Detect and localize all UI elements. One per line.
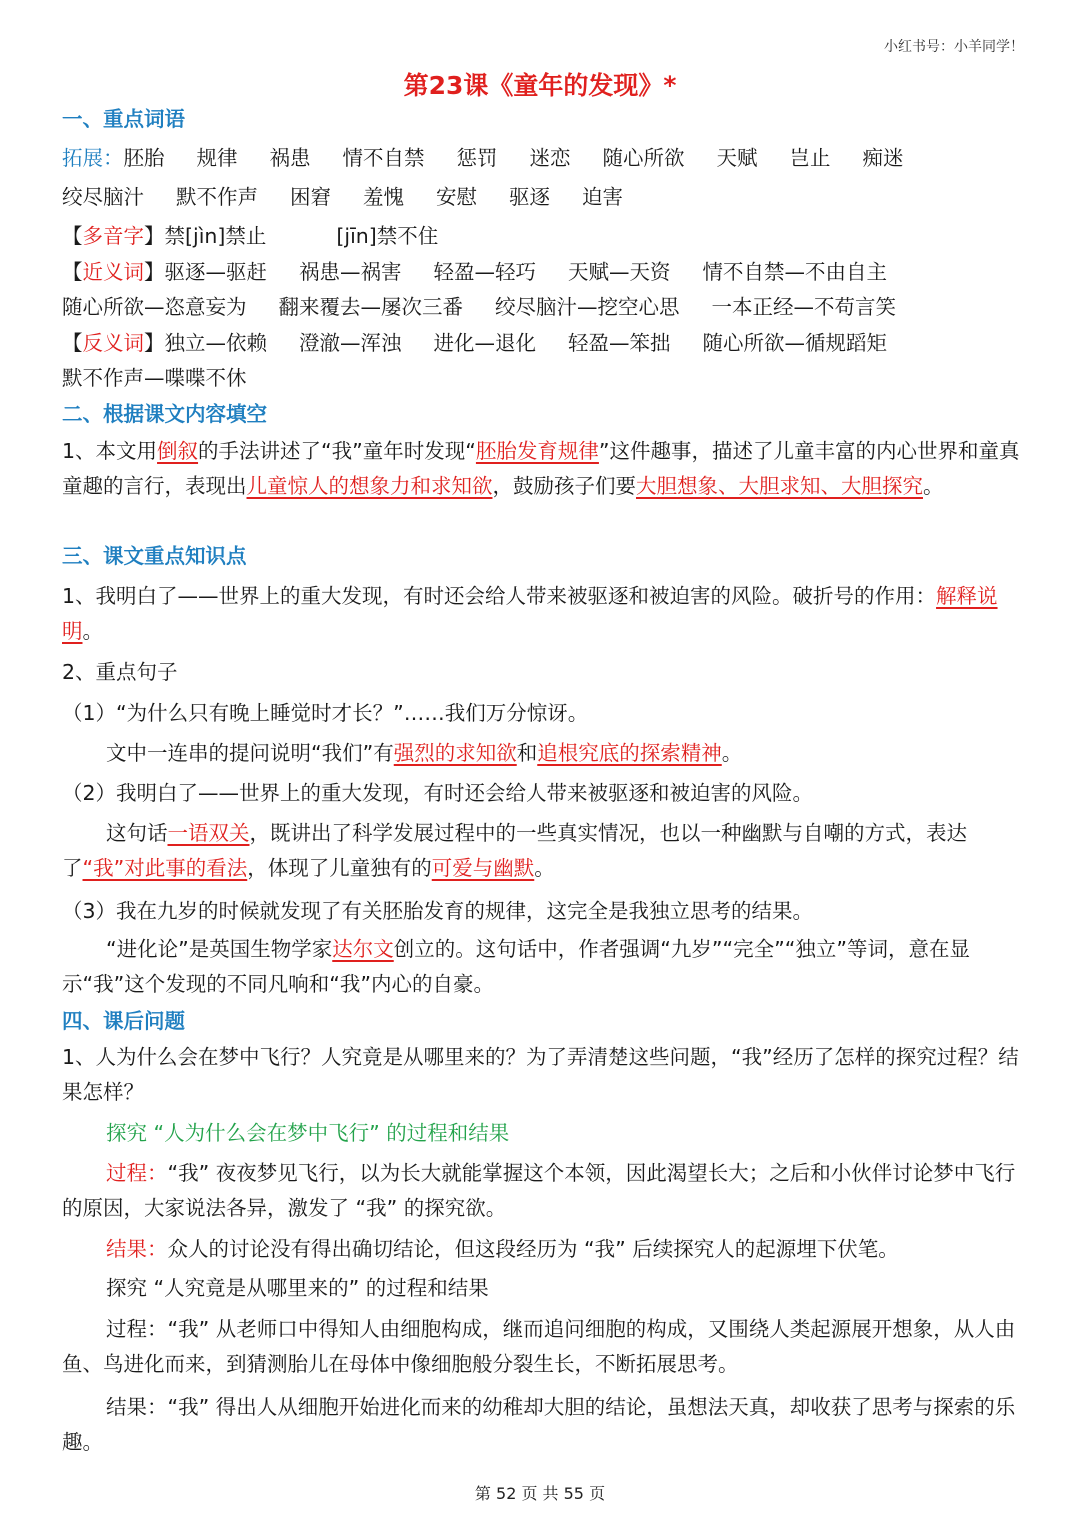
synonym-row-1: 【近义词】驱逐—驱赶 祸患—祸害 轻盈—轻巧 天赋—天资 情不自禁—不由自主: [62, 257, 1022, 287]
result-1: 结果：众人的讨论没有得出确切结论，但这段经历为 “我” 后续探究人的起源埋下伏笔。: [106, 1237, 899, 1261]
synonym-pair: 祸患—祸害: [299, 260, 402, 284]
synonym-pair: 天赋—天资: [568, 260, 671, 284]
antonym-pair: 澄澈—浑浊: [299, 331, 402, 355]
watermark: 小红书号：小羊同学！: [884, 39, 1024, 55]
answer-blank: 强烈的求知欲: [393, 741, 517, 765]
synonym-pair: 驱逐—驱赶: [164, 260, 267, 284]
key-sentence-1-note: 文中一连串的提问说明“我们”有强烈的求知欲和追根究底的探索精神。: [106, 741, 743, 765]
answer-blank: 大胆想象、大胆求知、大胆探究: [636, 474, 923, 498]
key-sentence-3-note: “进化论”是英国生物学家达尔文创立的。这句话中，作者强调“九岁”“完全”“独立”等词，意在显示“我”这个发现的不同凡响和“我”内心的自豪。: [62, 937, 970, 996]
answer-blank: 可爱与幽默: [431, 856, 535, 880]
subtopic-2: 探究 “人究竟是从哪里来的” 的过程和结果: [106, 1276, 489, 1300]
antonym-pair: 进化—退化: [433, 331, 536, 355]
polyphone-row: 【多音字】禁[jìn]禁止 [jīn]禁不住: [62, 224, 439, 248]
result-2: 结果：“我” 得出人从细胞开始进化而来的幼稚却大胆的结论，虽想法天真，却收获了思考与探索的乐趣。: [62, 1395, 1016, 1454]
antonym-pair: 随心所欲—循规蹈矩: [702, 331, 887, 355]
vocab-row-2: [62, 182, 1022, 212]
answer-blank: 儿童惊人的想象力和求知欲: [246, 474, 493, 498]
vocab-word: 情不自禁: [342, 146, 425, 170]
polyphone-item: 禁[jìn]禁止: [164, 224, 267, 248]
vocab-word: 随心所欲: [602, 146, 685, 170]
page-number: 第 52 页 共 55 页: [474, 1484, 606, 1503]
answer-blank: 追根究底的探索精神: [537, 741, 722, 765]
section3-heading: 三、课文重点知识点: [62, 544, 247, 568]
subtopic-1: 探究 “人为什么会在梦中飞行” 的过程和结果: [106, 1121, 510, 1145]
answer-blank: 达尔文: [332, 937, 394, 961]
vocab-word: 天赋: [716, 146, 758, 170]
process-label: 过程：: [106, 1161, 168, 1185]
knowledge-item-2-title: 2、重点句子: [62, 660, 178, 684]
vocab-word: 困窘: [290, 185, 331, 209]
result-label: 结果：: [106, 1237, 168, 1261]
vocab-word: 驱逐: [509, 185, 550, 209]
vocab-word: 绞尽脑汁: [62, 185, 144, 209]
vocab-row-1: [62, 143, 1022, 173]
antonym-label: 反义词: [82, 331, 144, 355]
vocab-word: 胚胎: [123, 146, 165, 170]
antonym-pair: 独立—依赖: [164, 331, 267, 355]
vocab-word: 羞愧: [363, 185, 404, 209]
answer-blank: 解释说明: [62, 584, 998, 643]
synonym-pair: 轻盈—轻巧: [433, 260, 536, 284]
knowledge-item-1: 1、我明白了——世界上的重大发现，有时还会给人带来被驱逐和被迫害的风险。破折号的作用：解释说明。: [62, 584, 998, 643]
section2-paragraph: 1、本文用倒叙的手法讲述了“我”童年时发现“胚胎发育规律”这件趣事，描述了儿童丰富的内心世界和童真童趣的言行，表现出儿童惊人的想象力和求知欲，鼓励孩子们要大胆想象、大胆求知、大胆探究。: [62, 439, 1020, 498]
antonym-row-2: [62, 363, 1022, 393]
synonym-pair: 情不自禁—不由自主: [702, 260, 887, 284]
question-1: 1、人为什么会在梦中飞行？人究竟是从哪里来的？为了弄清楚这些问题，“我”经历了怎样的探究过程？结果怎样？: [62, 1045, 1019, 1104]
section2-heading: 二、根据课文内容填空: [62, 402, 267, 426]
vocab-word: 惩罚: [456, 146, 498, 170]
synonym-pair: 随心所欲—恣意妄为: [62, 295, 247, 319]
vocab-word: 祸患: [269, 146, 311, 170]
key-sentence-1: （1）“为什么只有晚上睡觉时才长？”……我们万分惊讶。: [62, 701, 589, 725]
answer-blank: 胚胎发育规律: [475, 439, 599, 463]
vocab-word: 迷恋: [529, 146, 571, 170]
answer-blank: 一语双关: [167, 821, 250, 845]
polyphone-item: [jīn]禁不住: [336, 224, 439, 248]
section4-heading: 四、课后问题: [62, 1009, 185, 1033]
vocab-word: 规律: [196, 146, 238, 170]
synonym-pair: 绞尽脑汁—挖空心思: [495, 295, 680, 319]
key-sentence-2-note: 这句话一语双关，既讲出了科学发展过程中的一些真实情况，也以一种幽默与自嘲的方式，表达了“我”对此事的看法，体现了儿童独有的可爱与幽默。: [62, 821, 967, 880]
vocab-word: 岂止: [789, 146, 831, 170]
antonym-pair: 轻盈—笨拙: [568, 331, 671, 355]
key-sentence-2: （2）我明白了——世界上的重大发现，有时还会给人带来被驱逐和被迫害的风险。: [62, 781, 814, 805]
synonym-pair: 一本正经—不苟言笑: [711, 295, 896, 319]
polyphone-label: 多音字: [82, 224, 144, 248]
key-sentence-3: （3）我在九岁的时候就发现了有关胚胎发育的规律，这完全是我独立思考的结果。: [62, 899, 814, 923]
synonym-label: 近义词: [82, 260, 144, 284]
answer-blank: “我”对此事的看法: [82, 856, 248, 880]
antonym-row-1: 【反义词】独立—依赖 澄澈—浑浊 进化—退化 轻盈—笨拙 随心所欲—循规蹈矩: [62, 328, 1022, 358]
section1-heading: 一、重点词语: [62, 107, 185, 131]
process-1: 过程：“我” 夜夜梦见飞行，以为长大就能掌握这个本领，因此渴望长大；之后和小伙伴讨论梦中飞行的原因，大家说法各异，激发了 “我” 的探究欲。: [62, 1161, 1016, 1220]
expand-label: 拓展：: [62, 146, 124, 170]
page-title: 第23课《童年的发现》*: [403, 71, 677, 100]
synonym-pair: 翻来覆去—屡次三番: [278, 295, 463, 319]
vocab-word: 默不作声: [176, 185, 258, 209]
vocab-word: 痴迷: [862, 146, 904, 170]
synonym-row-2: [62, 292, 1022, 322]
vocab-word: 迫害: [582, 185, 623, 209]
process-2: 过程：“我” 从老师口中得知人由细胞构成，继而追问细胞的构成，又围绕人类起源展开想象，从人由鱼、鸟进化而来，到猜测胎儿在母体中像细胞般分裂生长，不断拓展思考。: [62, 1317, 1016, 1376]
antonym-pair: 默不作声—喋喋不休: [62, 366, 247, 390]
vocab-word: 安慰: [436, 185, 477, 209]
answer-blank: 倒叙: [157, 439, 199, 463]
